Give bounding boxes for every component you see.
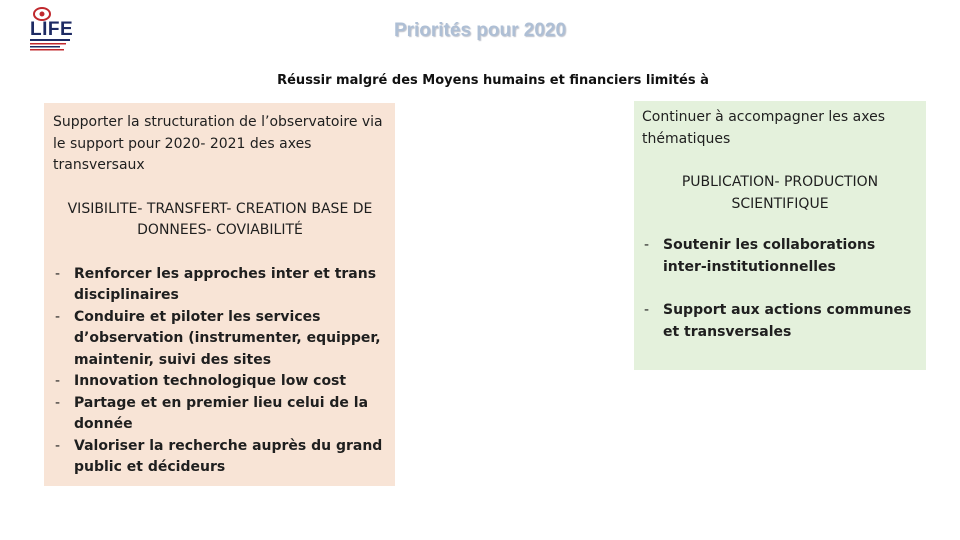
list-item: - Partage et en premier lieu celui de la donnée xyxy=(53,393,387,436)
right-box-heading: PUBLICATION- PRODUCTION SCIENTIFIQUE xyxy=(681,174,879,212)
list-item: - Conduire et piloter les services d’observation (instrumenter, equipper, maintenir, suivi des sites xyxy=(53,307,387,372)
right-priority-box xyxy=(634,101,926,370)
list-item: - Innovation technologique low cost xyxy=(53,371,387,393)
left-box-list xyxy=(53,264,387,479)
list-item: - Support aux actions communes et transversales xyxy=(642,300,918,343)
right-box-intro: Continuer à accompagner les axes thématiques xyxy=(642,109,885,147)
right-box-list xyxy=(642,235,918,343)
page-subtitle: Réussir malgré des Moyens humains et financiers limités à xyxy=(277,73,709,88)
left-box-intro: Supporter la structuration de l’observatoire via le support pour 2020- 2021 des axes transversaux xyxy=(53,114,383,173)
logo-text: LIFE xyxy=(30,19,74,40)
page-title: Priorités pour 2020 xyxy=(393,20,567,41)
list-item: - Soutenir les collaborations inter-institutionnelles xyxy=(642,235,918,278)
left-box-heading: VISIBILITE- TRANSFERT- CREATION BASE DE DONNEES- COVIABILITÉ xyxy=(67,200,373,238)
list-item: - Renforcer les approches inter et trans disciplinaires xyxy=(53,264,387,307)
left-priority-box xyxy=(44,103,395,486)
list-item: - Valoriser la recherche auprès du grand public et décideurs xyxy=(53,436,387,479)
